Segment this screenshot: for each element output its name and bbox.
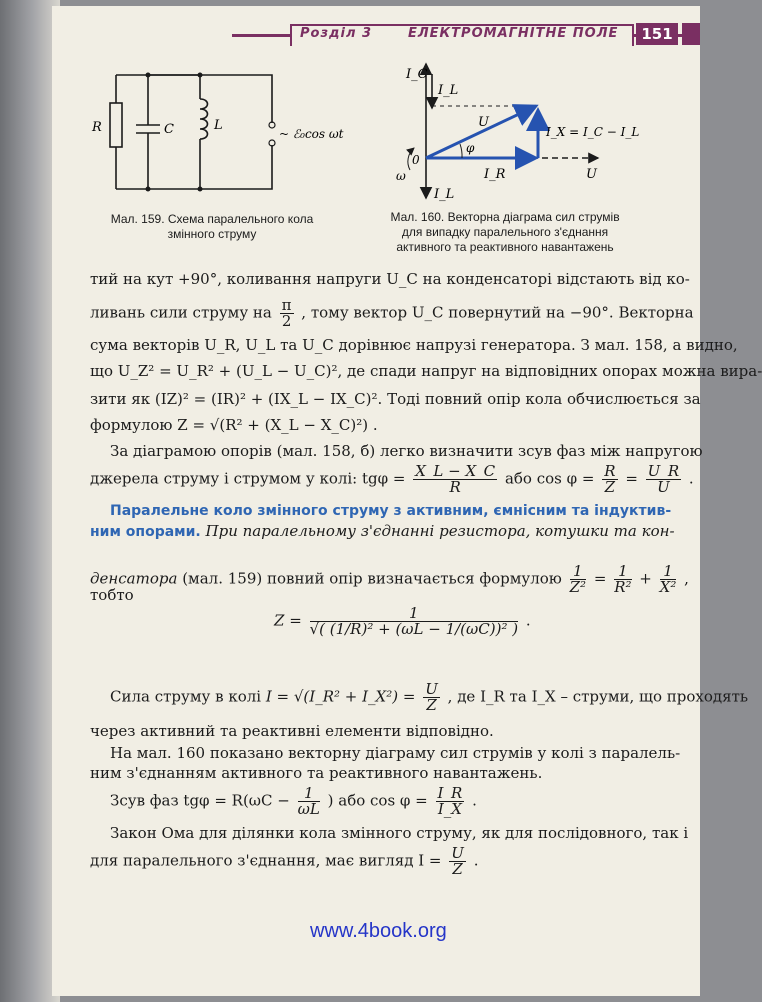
fig160-caption-line: активного та реактивного навантажень — [396, 240, 614, 254]
text-line: через активний та реактивні елементи відповідно. — [90, 722, 494, 740]
header-end-tab — [682, 23, 700, 45]
fraction-impedance — [310, 606, 519, 637]
fraction-numerator: 1 — [614, 564, 631, 580]
label-ic: I_C — [406, 67, 428, 82]
fraction-numerator: 1 — [570, 564, 586, 580]
text-run: (мал. 159) повний опір визначається формулою — [182, 569, 562, 588]
label-phi: φ — [466, 141, 475, 155]
fraction-numerator: 1 — [298, 786, 320, 802]
text-line — [110, 786, 477, 817]
text-run: , тому вектор U_C повернутий на −90°. Векторна — [301, 303, 694, 322]
label-l: L — [214, 118, 223, 133]
text-run: При паралельному з'єднанні резистора, котушки та кон- — [205, 522, 675, 540]
fraction-numerator: 1 — [660, 564, 677, 580]
page-number: 151 — [636, 23, 678, 45]
fraction-1-over-r2 — [614, 564, 631, 595]
text-run: для паралельного з'єднання, має вигляд I = — [90, 851, 442, 870]
fig160-caption — [374, 210, 636, 255]
section-heading: Паралельне коло змінного струму з активним, ємнісним та індуктив- — [110, 503, 672, 519]
label-omega: ω — [396, 169, 406, 183]
text-line: формулою Z = √(R² + (X_L − X_C)²) . — [90, 416, 378, 434]
fraction-tg-phi — [413, 464, 497, 495]
text-run: . — [473, 851, 479, 870]
text-run: ливань сили струму на — [90, 303, 272, 322]
formula-impedance — [274, 606, 531, 637]
text-run: , — [684, 569, 689, 588]
text-run: . — [472, 791, 477, 810]
book-page — [52, 6, 762, 996]
label-ix: I_X = I_C − I_L — [546, 125, 640, 139]
label-origin: 0 — [412, 153, 420, 167]
fraction-numerator: U — [451, 844, 464, 862]
fig159-caption — [92, 212, 332, 242]
text-line — [90, 522, 675, 541]
fraction-denominator: U — [657, 478, 670, 496]
fig160-caption-line: для випадку паралельного з'єднання — [401, 225, 609, 239]
fraction-numerator: U_R — [647, 462, 680, 480]
fraction-denominator: ωL — [297, 800, 320, 818]
fraction-u-over-z — [423, 682, 440, 713]
fraction-numerator: 1 — [310, 606, 519, 622]
text-line: тий на кут +90°, коливання напруги U_C на конденсаторі відстають від ко- — [90, 270, 690, 288]
text-line: Закон Ома для ділянки кола змінного струму, як для послідовного, так і — [110, 824, 689, 842]
text-run: джерела струму і струмом у колі: tgφ = — [90, 469, 406, 488]
text-run: = — [593, 569, 607, 588]
text-run: ) або cos φ = — [327, 791, 428, 810]
text-line: що U_Z² = U_R² + (U_L − U_C)², де спади напруг на відповідних опорах можна вира- — [90, 362, 762, 380]
parallel-circuit-diagram — [82, 61, 344, 201]
fraction-1-over-x2 — [660, 564, 677, 595]
fraction-denominator: Z — [426, 696, 437, 714]
text-run: Зсув фаз tgφ = R(ωC − — [110, 791, 290, 810]
label-emf: ~ ℰ₀cos ωt — [279, 127, 344, 141]
text-line — [110, 682, 748, 713]
text-run: Z = — [274, 611, 302, 630]
text-line: тобто — [90, 586, 134, 604]
text-line — [90, 298, 694, 329]
book-spine-shadow — [0, 0, 60, 1002]
fraction-denominator: R² — [614, 578, 632, 596]
fraction-denominator: R — [449, 478, 461, 496]
text-line — [90, 564, 689, 595]
fraction-ohm-law — [449, 846, 466, 877]
fraction-denominator: √( (1/R)² + (ωL − 1/(ωC))² ) — [309, 620, 519, 638]
text-run: денсатора — [90, 569, 178, 588]
text-line: За діаграмою опорів (мал. 158, б) легко визначити зсув фаз між напругою — [110, 442, 703, 460]
fraction-numerator: I_R — [437, 784, 463, 802]
chapter-title: ЕЛЕКТРОМАГНІТНЕ ПОЛЕ — [408, 26, 619, 41]
fraction-r-over-z — [602, 464, 617, 495]
fraction-denominator: I_X — [437, 800, 462, 818]
watermark-link[interactable]: www.4book.org — [310, 920, 447, 942]
text-run: , де I_R та I_X – струми, що проходять — [447, 687, 749, 706]
fraction-numerator: π — [281, 296, 292, 314]
fraction-denominator: X² — [659, 578, 677, 596]
fraction-1-over-wl — [298, 786, 320, 817]
label-u-axis: U — [586, 167, 597, 182]
label-u-vector: U — [478, 115, 489, 130]
section-heading-end: ним опорами. — [90, 524, 201, 540]
text-line — [90, 464, 694, 495]
text-run: = — [625, 469, 638, 488]
text-run: . — [525, 611, 531, 630]
text-run: Сила струму в колі — [110, 687, 262, 706]
text-line: зити як (IZ)² = (IR)² + (IX_L − IX_C)². Тоді повний опір кола обчислюється за — [90, 390, 701, 408]
label-il-bottom: I_L — [434, 187, 455, 202]
fig159-caption-line: змінного струму — [167, 227, 257, 241]
label-r: R — [92, 120, 102, 135]
fraction-numerator: R — [604, 462, 616, 480]
fraction-numerator: X_L − X_C — [415, 462, 496, 480]
text-run: або cos φ = — [504, 469, 595, 488]
fraction-denominator: Z — [604, 478, 616, 496]
fraction-1-over-z2 — [570, 564, 586, 595]
label-ir: I_R — [484, 167, 506, 182]
fig159-caption-line: Мал. 159. Схема паралельного кола — [110, 212, 314, 226]
text-line — [90, 846, 478, 877]
fraction-denominator: 2 — [281, 312, 292, 330]
fraction-ir-over-ix — [436, 786, 465, 817]
label-c: C — [164, 122, 174, 137]
fraction-ur-over-u — [646, 464, 681, 495]
fraction-numerator: U — [425, 680, 438, 698]
text-line: На мал. 160 показано векторну діаграму сил струмів у колі з паралель- — [110, 744, 681, 762]
fraction-denominator: Z² — [569, 578, 587, 596]
vector-diagram — [350, 58, 640, 208]
text-line: сума векторів U_R, U_L та U_C дорівнює напрузі генератора. З мал. 158, а видно, — [90, 336, 738, 354]
label-il-top: I_L — [438, 83, 459, 98]
text-run: . — [688, 469, 694, 488]
fraction-denominator: Z — [452, 860, 463, 878]
text-run: I = √(I_R² + I_X²) = — [265, 687, 416, 706]
fraction-pi-over-2 — [280, 298, 294, 329]
fig160-caption-line: Мал. 160. Векторна діаграма сил струмів — [390, 210, 620, 224]
text-line: ним з'єднанням активного та реактивного навантажень. — [90, 764, 543, 782]
section-label: Розділ 3 — [300, 26, 373, 41]
text-run: + — [639, 569, 652, 588]
